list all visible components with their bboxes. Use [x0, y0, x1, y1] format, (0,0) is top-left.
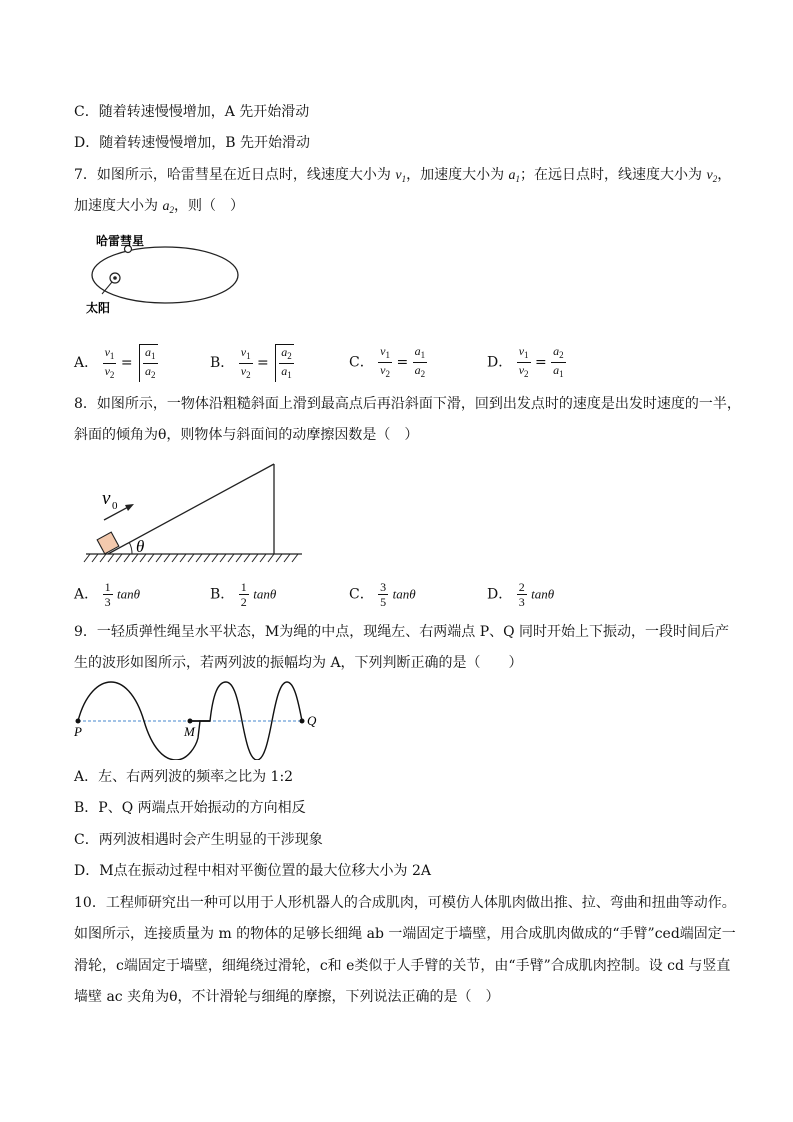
- q8-option-a[interactable]: A． $\frac{1}{3}$ tanθ: [74, 580, 141, 609]
- point-p: [76, 719, 81, 724]
- q6-option-c: C．随着转速慢慢增加，A 先开始滑动: [74, 104, 310, 120]
- q10-stem-line2: 如图所示，连接质量为 m 的物体的足够长细绳 ab 一端固定于墙壁，用合成肌肉做成的“手臂”ced端固定一: [74, 926, 736, 942]
- label-q: Q: [307, 713, 317, 728]
- q9-option-b[interactable]: B．P、Q 两端点开始振动的方向相反: [74, 800, 306, 816]
- halley-orbit-figure: [80, 232, 250, 318]
- q7-options: [74, 336, 714, 380]
- q7-stem-line2: 加速度大小为 $a_2$，则（ ）: [74, 198, 244, 215]
- v0-label: v: [102, 488, 111, 509]
- svg-text:0: 0: [112, 500, 118, 512]
- q7-option-d[interactable]: D． $\frac{v_1}{v_2}$ = $\frac{a_2}{a_1}$: [487, 344, 564, 379]
- label-p: P: [74, 724, 82, 739]
- q9-option-c[interactable]: C．两列波相遇时会产生明显的干涉现象: [74, 832, 323, 848]
- q8-option-c[interactable]: C． $\frac{3}{5}$ tanθ: [349, 580, 416, 609]
- label-m: M: [184, 724, 195, 739]
- point-q: [300, 719, 305, 724]
- q9-option-d[interactable]: D．M点在振动过程中相对平衡位置的最大位移大小为 2A: [74, 863, 432, 879]
- q10-stem-line3: 滑轮，c端固定于墙壁，细绳绕过滑轮，c和 e类似于人手臂的关节，由“手臂”合成肌肉控制。设 cd 与竖直: [74, 958, 731, 974]
- angle-arc: [129, 542, 132, 554]
- q9-stem-line1: 9．一轻质弹性绳呈水平状态，M为绳的中点，现绳左、右两端点 P、Q 同时开始上下振动，一段时间后产: [74, 624, 730, 640]
- q8-stem-line1: 8．如图所示，一物体沿粗糙斜面上滑到最高点后再沿斜面下滑，回到出发点时的速度是出发时速度的一半，: [74, 396, 741, 412]
- q8-option-b[interactable]: B． $\frac{1}{2}$ tanθ: [210, 580, 277, 609]
- q10-stem-line1: 10．工程师研究出一种可以用于人形机器人的合成肌肉，可模仿人体肌肉做出推、拉、弯曲和扭曲等动作。: [74, 895, 736, 911]
- point-m: [188, 719, 193, 724]
- ground-hatching: [84, 554, 298, 562]
- q8-option-d[interactable]: D． $\frac{2}{3}$ tanθ: [487, 580, 555, 609]
- comet-label: 哈雷彗星: [96, 234, 145, 248]
- arrowhead-icon: [125, 504, 134, 511]
- incline-surface: [108, 464, 274, 554]
- incline-figure: [80, 458, 310, 570]
- q6-option-d: D．随着转速慢慢增加，B 先开始滑动: [74, 135, 310, 151]
- q7-option-b[interactable]: B． $\frac{v_1}{v_2}$ = $\frac{a_2}{a_1}$: [210, 344, 292, 380]
- q7-option-c[interactable]: C． $\frac{v_1}{v_2}$ = $\frac{a_1}{a_2}$: [349, 344, 426, 379]
- q9-stem-line2: 生的波形如图所示，若两列波的振幅均为 A，下列判断正确的是（ ）: [74, 655, 523, 671]
- q9-option-a[interactable]: A．左、右两列波的频率之比为 1:2: [74, 769, 294, 785]
- sun-label: 太阳: [86, 301, 111, 315]
- q8-stem-line2: 斜面的倾角为θ，则物体与斜面间的动摩擦因数是（ ）: [74, 427, 419, 443]
- q10-stem-line4: 墙壁 ac 夹角为θ，不计滑轮与细绳的摩擦，下列说法正确的是（ ）: [74, 989, 500, 1005]
- q8-options: [74, 578, 714, 614]
- q7-stem-line1: 7．如图所示，哈雷彗星在近日点时，线速度大小为 $v_1$，加速度大小为 $a_1$；在远日点时，线速度大小为 $v_2$，: [74, 167, 732, 184]
- theta-label: θ: [136, 537, 145, 556]
- wave-figure: [70, 680, 330, 760]
- q7-option-a[interactable]: A． $\frac{v_1}{v_2}$ = $\frac{a_1}{a_2}$: [74, 344, 156, 380]
